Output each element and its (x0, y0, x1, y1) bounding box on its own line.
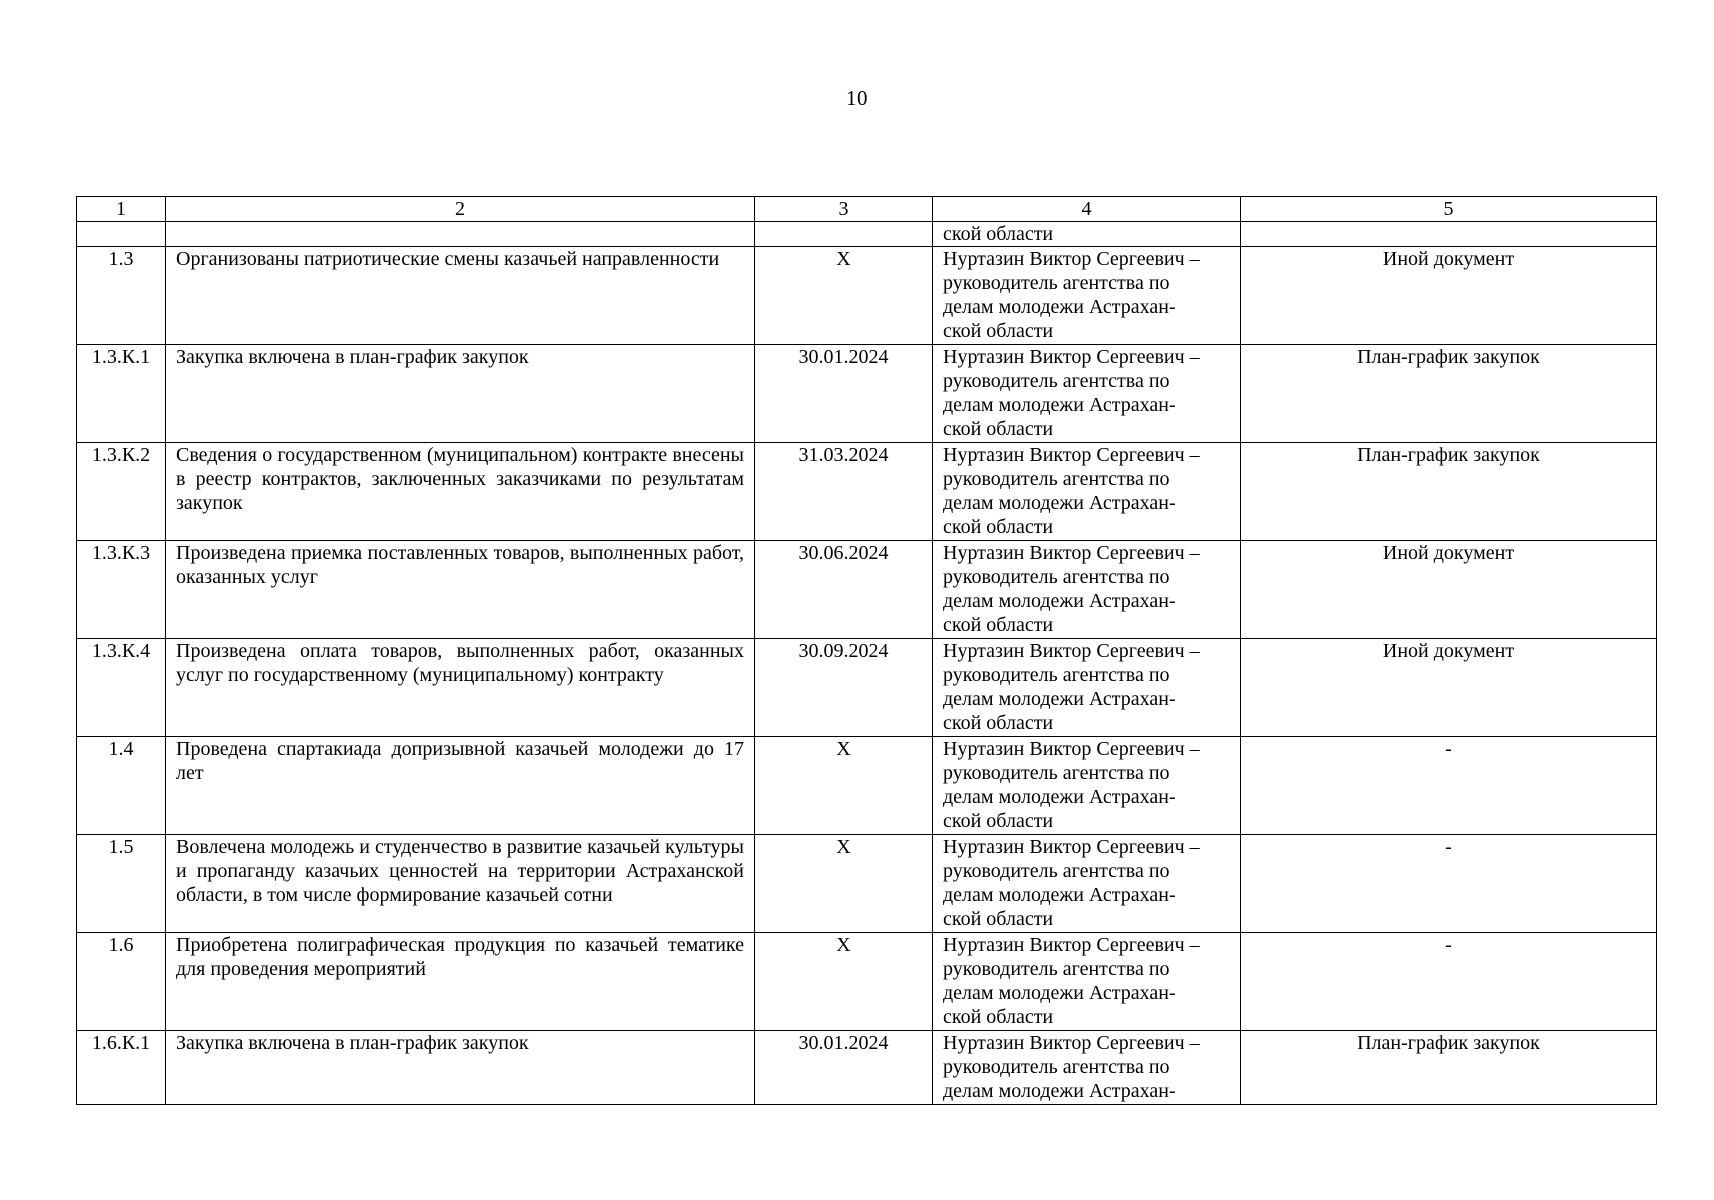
row-date: X (755, 835, 933, 933)
header-cell-1: 1 (77, 197, 166, 222)
row-responsible (933, 247, 1241, 345)
page-number: 10 (846, 86, 868, 110)
row-responsible (933, 1031, 1241, 1105)
table-row (77, 933, 1657, 1031)
row-responsible (933, 639, 1241, 737)
row-responsible (933, 835, 1241, 933)
row-responsible (933, 443, 1241, 541)
row-date: X (755, 933, 933, 1031)
continuation-cell-5 (1241, 222, 1657, 247)
row-responsible (933, 737, 1241, 835)
row-document: Иной документ (1241, 639, 1657, 737)
table-row (77, 835, 1657, 933)
row-document: Иной документ (1241, 541, 1657, 639)
responsible-line: Нуртазин Виктор Сергеевич – (943, 738, 1200, 760)
responsible-line: ской области (943, 418, 1054, 440)
header-cell-5: 5 (1241, 197, 1657, 222)
row-description: Вовлечена молодежь и студенчество в развитие казачьей культуры и пропаганду казачьих ценностей на территории Астраханской области, в том числе формирование казачьей сотни (166, 835, 755, 933)
responsible-line: ской области (943, 712, 1054, 734)
row-document: План-график закупок (1241, 443, 1657, 541)
responsible-line: Нуртазин Виктор Сергеевич – (943, 542, 1200, 564)
header-cell-3: 3 (755, 197, 933, 222)
responsible-line: руководитель агентства по (943, 860, 1170, 882)
responsible-line: делам молодежи Астрахан- (943, 786, 1176, 808)
responsible-line: руководитель агентства по (943, 1056, 1170, 1078)
responsible-line: Нуртазин Виктор Сергеевич – (943, 248, 1200, 270)
row-description: Организованы патриотические смены казачьей направленности (166, 247, 755, 345)
responsible-line: ской области (943, 810, 1054, 832)
responsible-line: ской области (943, 516, 1054, 538)
header-cell-4: 4 (933, 197, 1241, 222)
continuation-cell-2 (166, 222, 755, 247)
row-number: 1.6 (77, 933, 166, 1031)
row-date: X (755, 737, 933, 835)
row-number: 1.4 (77, 737, 166, 835)
table-row (77, 737, 1657, 835)
responsible-line: руководитель агентства по (943, 566, 1170, 588)
row-document: - (1241, 835, 1657, 933)
responsible-line: ской области (943, 320, 1054, 342)
row-number: 1.3.К.3 (77, 541, 166, 639)
responsible-line: делам молодежи Астрахан- (943, 982, 1176, 1004)
row-number: 1.3.К.1 (77, 345, 166, 443)
responsible-line: делам молодежи Астрахан- (943, 1080, 1176, 1102)
table-row (77, 443, 1657, 541)
responsible-line: делам молодежи Астрахан- (943, 492, 1176, 514)
responsible-line: руководитель агентства по (943, 370, 1170, 392)
responsible-line: руководитель агентства по (943, 958, 1170, 980)
responsible-line: делам молодежи Астрахан- (943, 688, 1176, 710)
row-date: X (755, 247, 933, 345)
row-description: Сведения о государственном (муниципальном) контракте внесены в реестр контрактов, заключенных заказчиками по результатам закупок (166, 443, 755, 541)
table-row (77, 1031, 1657, 1105)
responsible-line: делам молодежи Астрахан- (943, 394, 1176, 416)
table-row (77, 247, 1657, 345)
row-description: Закупка включена в план-график закупок (166, 1031, 755, 1105)
responsible-line: делам молодежи Астрахан- (943, 296, 1176, 318)
responsible-line: руководитель агентства по (943, 664, 1170, 686)
responsible-line: руководитель агентства по (943, 762, 1170, 784)
row-date: 30.09.2024 (755, 639, 933, 737)
responsible-line: Нуртазин Виктор Сергеевич – (943, 640, 1200, 662)
row-description: Приобретена полиграфическая продукция по казачьей тематике для проведения мероприятий (166, 933, 755, 1031)
responsible-line: ской области (943, 908, 1054, 930)
responsible-line: Нуртазин Виктор Сергеевич – (943, 346, 1200, 368)
row-document: Иной документ (1241, 247, 1657, 345)
continuation-responsible: ской области (933, 222, 1241, 247)
row-description: Произведена приемка поставленных товаров, выполненных работ, оказанных услуг (166, 541, 755, 639)
row-number: 1.3.К.2 (77, 443, 166, 541)
responsible-line: Нуртазин Виктор Сергеевич – (943, 934, 1200, 956)
responsible-line: делам молодежи Астрахан- (943, 590, 1176, 612)
row-responsible (933, 933, 1241, 1031)
row-responsible (933, 345, 1241, 443)
row-responsible (933, 541, 1241, 639)
responsible-line: руководитель агентства по (943, 272, 1170, 294)
plan-table (76, 196, 1657, 1105)
row-number: 1.3 (77, 247, 166, 345)
header-cell-2: 2 (166, 197, 755, 222)
row-date: 30.06.2024 (755, 541, 933, 639)
table-header-row (77, 197, 1657, 222)
responsible-line: Нуртазин Виктор Сергеевич – (943, 836, 1200, 858)
continuation-cell-3 (755, 222, 933, 247)
responsible-line: ской области (943, 614, 1054, 636)
row-number: 1.5 (77, 835, 166, 933)
table-row (77, 345, 1657, 443)
row-document: - (1241, 933, 1657, 1031)
responsible-line: делам молодежи Астрахан- (943, 884, 1176, 906)
responsible-line: руководитель агентства по (943, 468, 1170, 490)
continuation-cell-1 (77, 222, 166, 247)
row-number: 1.3.К.4 (77, 639, 166, 737)
row-document: - (1241, 737, 1657, 835)
table-row (77, 639, 1657, 737)
responsible-line: Нуртазин Виктор Сергеевич – (943, 444, 1200, 466)
responsible-line: ской области (943, 1006, 1054, 1028)
row-description: Закупка включена в план-график закупок (166, 345, 755, 443)
responsible-line: Нуртазин Виктор Сергеевич – (943, 1032, 1200, 1054)
continuation-row (77, 222, 1657, 247)
row-document: План-график закупок (1241, 1031, 1657, 1105)
row-date: 30.01.2024 (755, 345, 933, 443)
row-number: 1.6.К.1 (77, 1031, 166, 1105)
row-date: 31.03.2024 (755, 443, 933, 541)
row-date: 30.01.2024 (755, 1031, 933, 1105)
row-description: Произведена оплата товаров, выполненных работ, оказанных услуг по государственному (муниципальному) контракту (166, 639, 755, 737)
table-row (77, 541, 1657, 639)
row-document: План-график закупок (1241, 345, 1657, 443)
row-description: Проведена спартакиада допризывной казачьей молодежи до 17 лет (166, 737, 755, 835)
